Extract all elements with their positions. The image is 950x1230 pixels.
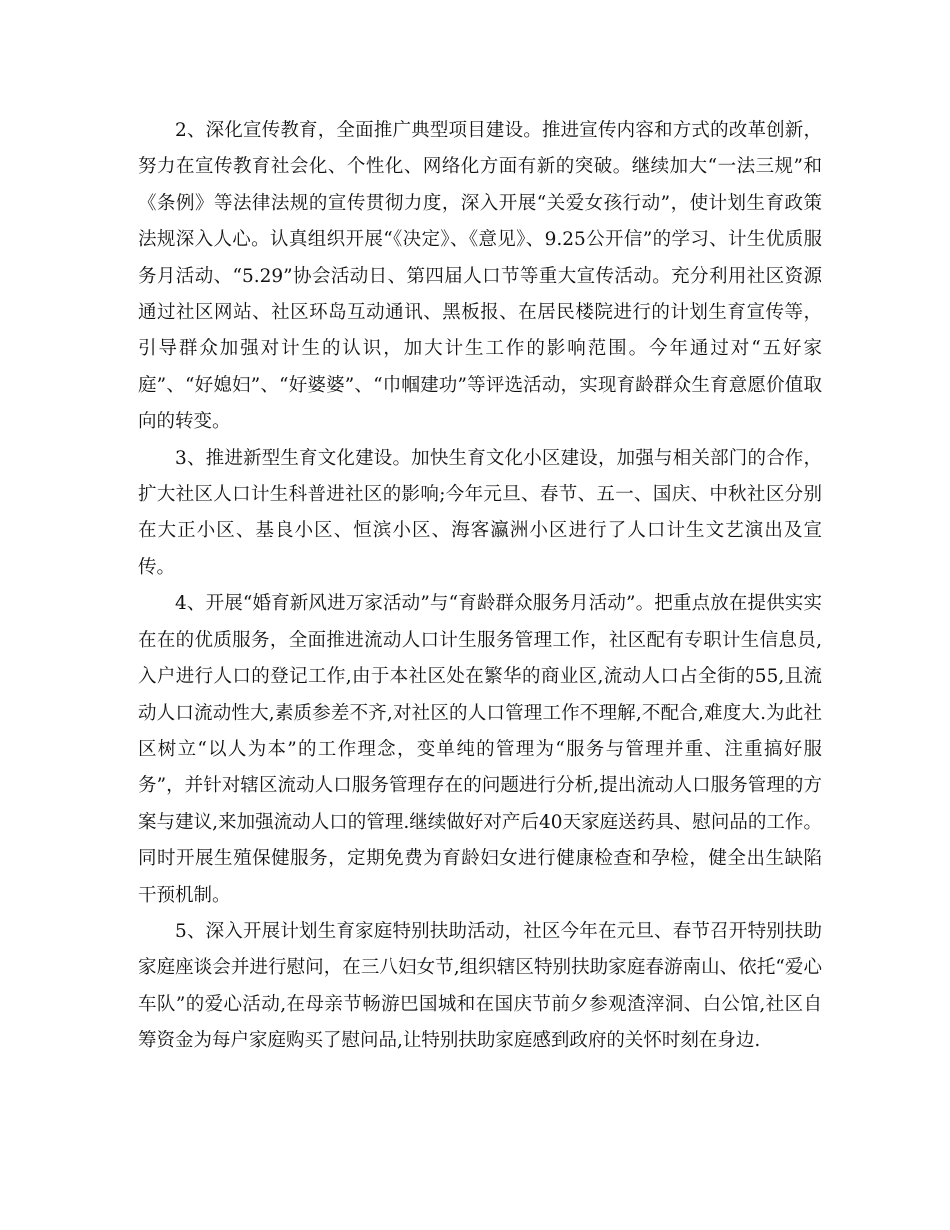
document-body (138, 113, 822, 1060)
paragraph-item-5: 5、深入开展计划生育家庭特别扶助活动，社区今年在元旦、春节召开特别扶助家庭座谈会并进行慰问，在三八妇女节,组织辖区特别扶助家庭春游南山、依托“爱心车队”的爱心活动,在母亲节畅游巴国城和在国庆节前夕参观渣滓洞、白公馆,社区自筹资金为每户家庭购买了慰问品,让特别扶助家庭感到政府的关怀时刻在身边. (138, 920, 822, 1052)
paragraph-item-3: 3、推进新型生育文化建设。加快生育文化小区建设，加强与相关部门的合作，扩大社区人口计生科普进社区的影响;今年元旦、春节、五一、国庆、中秋社区分别在大正小区、基良小区、恒滨小区、海客瀛洲小区进行了人口计生文艺演出及宣传。 (138, 447, 822, 578)
paragraph-item-4: 4、开展“婚育新风进万家活动”与“育龄群众服务月活动”。把重点放在提供实实在在的优质服务，全面推进流动人口计生服务管理工作，社区配有专职计生信息员,入户进行人口的登记工作,由于本社区处在繁华的商业区,流动人口占全街的55,且流动人口流动性大,素质参差不齐,对社区的人口管理工作不理解,不配合,难度大.为此社区树立“以人为本”的工作理念，变单纯的管理为“服务与管理并重、注重搞好服务”，并针对辖区流动人口服务管理存在的问题进行分析,提出流动人口服务管理的方案与建议,来加强流动人口的管理.继续做好对产后40天家庭送药具、慰问品的工作。同时开展生殖保健服务，定期免费为育龄妇女进行健康检查和孕检，健全出生缺陷干预机制。 (138, 593, 822, 906)
paragraph-item-2: 2、深化宣传教育，全面推广典型项目建设。推进宣传内容和方式的改革创新，努力在宣传教育社会化、个性化、网络化方面有新的突破。继续加大“一法三规”和《条例》等法律法规的宣传贯彻力度，深入开展“关爱女孩行动”，使计划生育政策法规深入人心。认真组织开展“《决定》、《意见》、9.25公开信”的学习、计生优质服务月活动、“5.29”协会活动日、第四届人口节等重大宣传活动。充分利用社区资源通过社区网站、社区环岛互动通讯、黑板报、在居民楼院进行的计划生育宣传等，引导群众加强对计生的认识，加大计生工作的影响范围。今年通过对“五好家庭”、“好媳妇”、“好婆婆”、“巾帼建功”等评选活动，实现育龄群众生育意愿价值取向的转变。 (138, 120, 822, 433)
